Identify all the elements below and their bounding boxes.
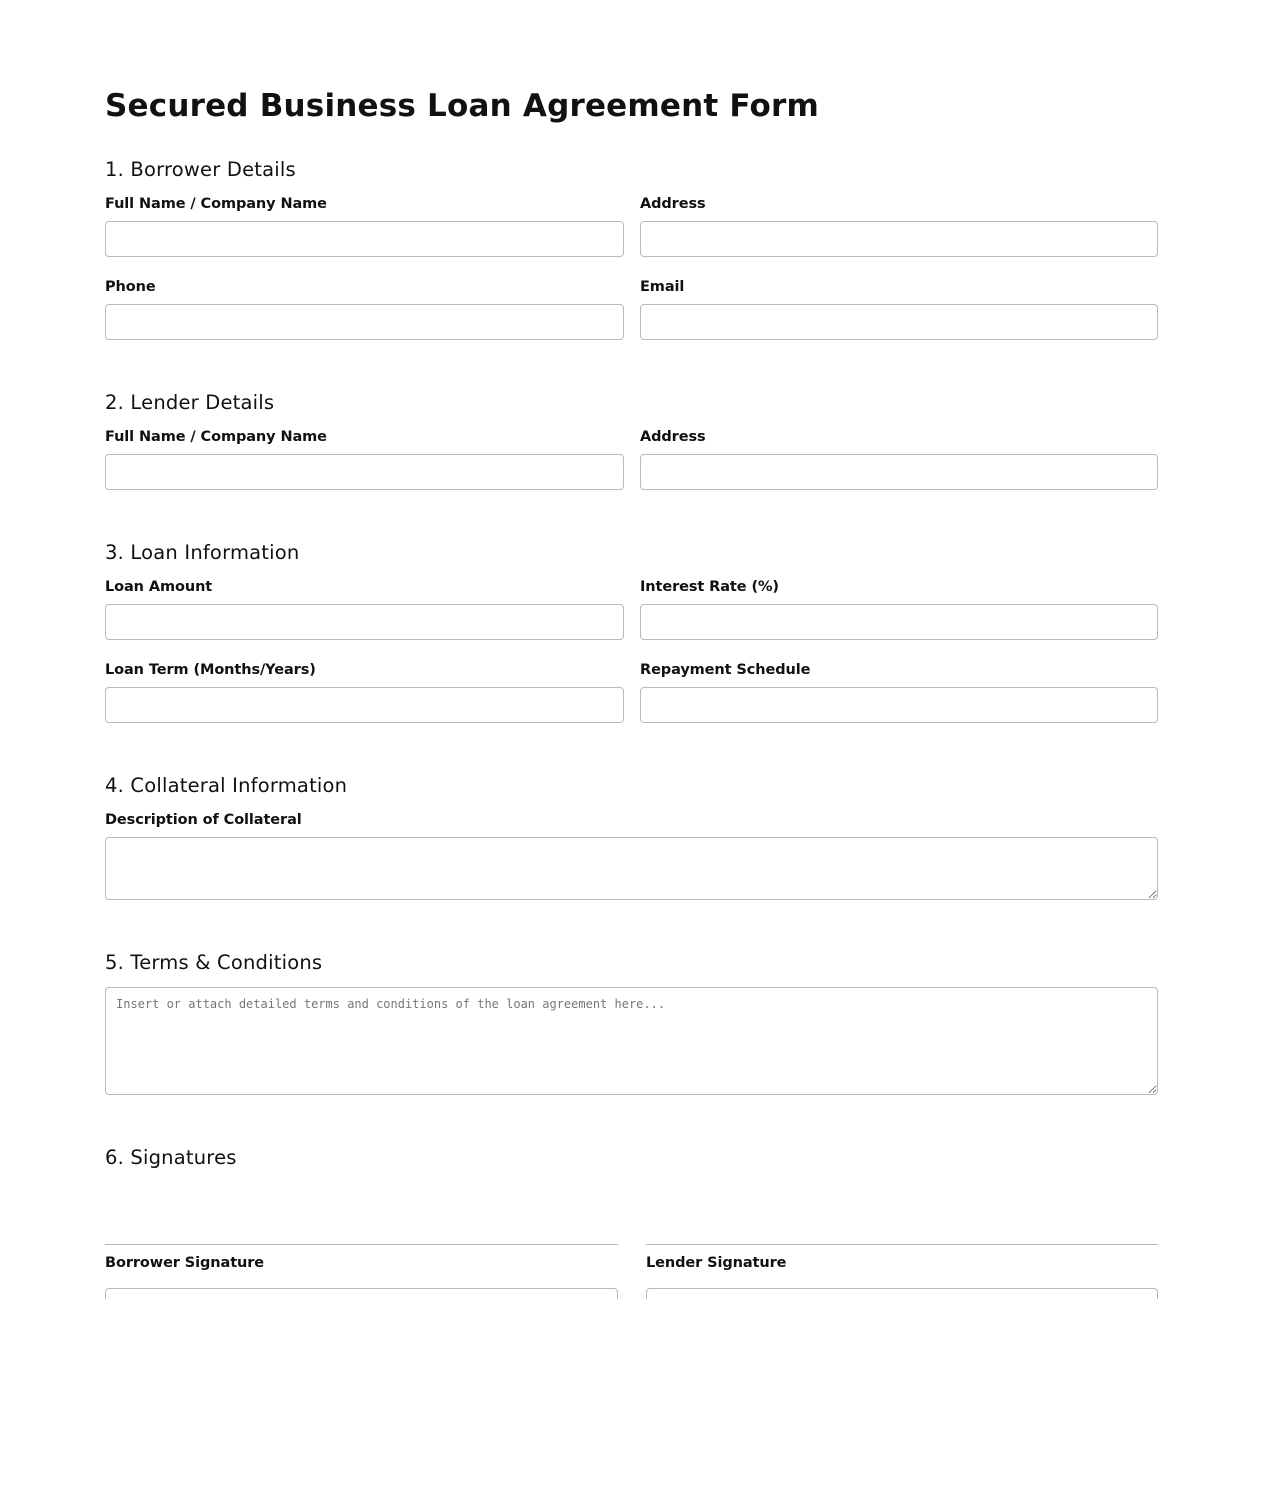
borrower-signature-name-input[interactable] xyxy=(105,1288,618,1299)
interest-rate-input[interactable] xyxy=(640,604,1158,640)
borrower-signature-label: Borrower Signature xyxy=(105,1255,265,1271)
lender-signature-line xyxy=(646,1244,1158,1245)
lender-signature-name-input[interactable] xyxy=(646,1288,1158,1299)
loan-amount-input[interactable] xyxy=(105,604,624,640)
repayment-schedule-input[interactable] xyxy=(640,687,1158,723)
terms-conditions-textarea[interactable] xyxy=(105,987,1158,1095)
section-heading-borrower: 1. Borrower Details xyxy=(105,158,296,181)
collateral-description-label: Description of Collateral xyxy=(105,812,302,828)
section-heading-lender: 2. Lender Details xyxy=(105,391,275,414)
loan-term-label: Loan Term (Months/Years) xyxy=(105,662,316,678)
repayment-schedule-label: Repayment Schedule xyxy=(640,662,811,678)
section-heading-signatures: 6. Signatures xyxy=(105,1146,237,1169)
loan-term-input[interactable] xyxy=(105,687,624,723)
borrower-email-input[interactable] xyxy=(640,304,1158,340)
borrower-signature-line xyxy=(105,1244,618,1245)
section-heading-collateral: 4. Collateral Information xyxy=(105,774,348,797)
lender-address-label: Address xyxy=(640,429,706,445)
collateral-description-textarea[interactable] xyxy=(105,837,1158,900)
loan-amount-label: Loan Amount xyxy=(105,579,213,595)
page-title: Secured Business Loan Agreement Form xyxy=(105,88,820,124)
section-heading-loan: 3. Loan Information xyxy=(105,541,300,564)
borrower-phone-label: Phone xyxy=(105,279,156,295)
lender-name-label: Full Name / Company Name xyxy=(105,429,327,445)
borrower-name-input[interactable] xyxy=(105,221,624,257)
borrower-name-label: Full Name / Company Name xyxy=(105,196,327,212)
borrower-address-input[interactable] xyxy=(640,221,1158,257)
lender-address-input[interactable] xyxy=(640,454,1158,490)
lender-signature-label: Lender Signature xyxy=(646,1255,787,1271)
borrower-phone-input[interactable] xyxy=(105,304,624,340)
interest-rate-label: Interest Rate (%) xyxy=(640,579,779,595)
borrower-email-label: Email xyxy=(640,279,685,295)
lender-name-input[interactable] xyxy=(105,454,624,490)
borrower-address-label: Address xyxy=(640,196,706,212)
section-heading-terms: 5. Terms & Conditions xyxy=(105,951,323,974)
